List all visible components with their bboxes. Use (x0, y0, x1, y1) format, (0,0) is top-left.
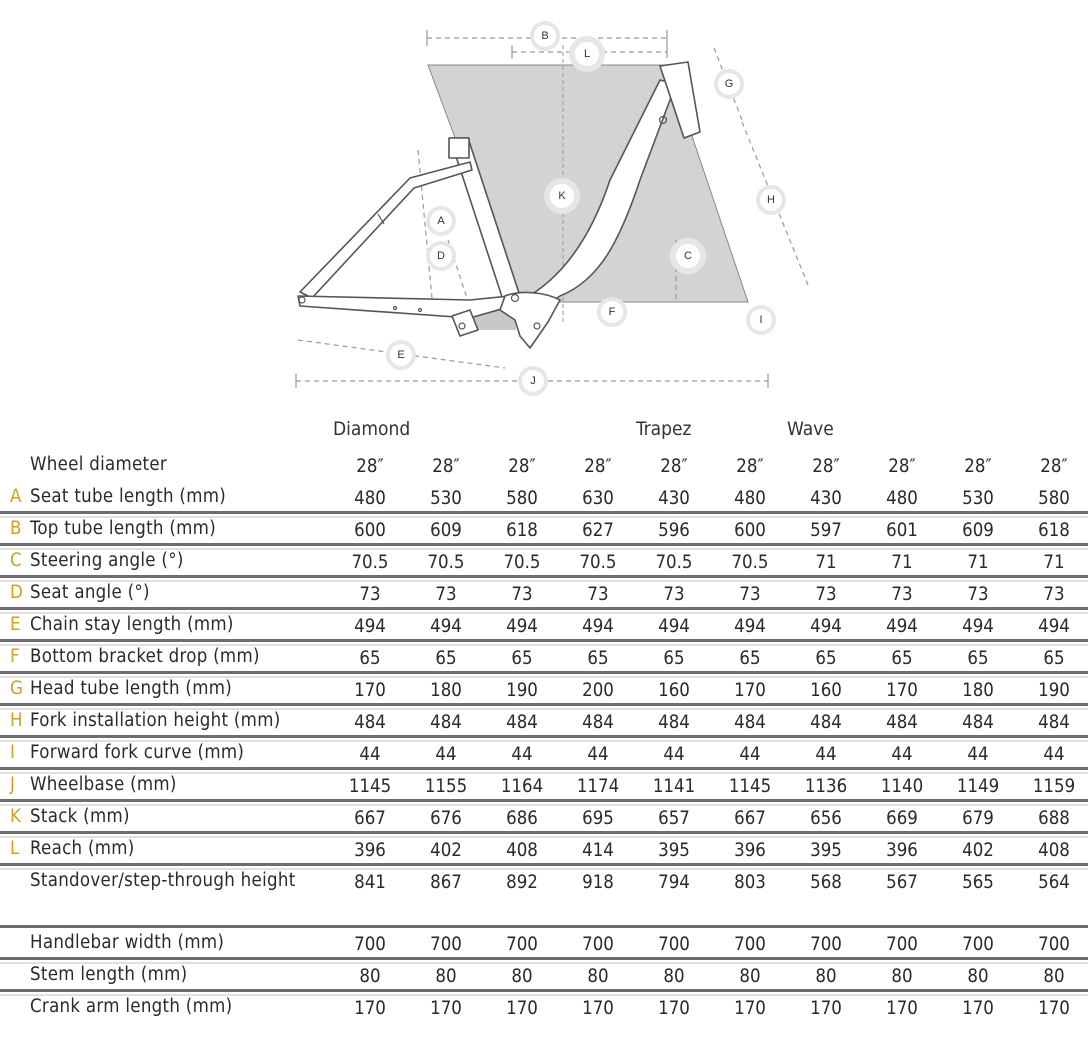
table-cell: 686 (506, 808, 538, 829)
badge-l (572, 39, 602, 69)
table-cell: 700 (886, 934, 918, 955)
row-letter: L (10, 838, 20, 859)
row-label: Reach (mm) (30, 838, 135, 859)
table-row (0, 674, 1088, 706)
table-cell: 600 (354, 520, 386, 541)
row-label: Chain stay length (mm) (30, 614, 234, 635)
table-cell: 430 (658, 488, 690, 509)
table-cell: 65 (891, 648, 913, 669)
table-cell: 667 (734, 808, 766, 829)
row-label: Wheel diameter (30, 454, 168, 475)
table-cell: 1149 (956, 776, 1000, 797)
table-cell: 484 (734, 712, 766, 733)
table-cell: 1145 (728, 776, 772, 797)
table-cell: 1164 (500, 776, 544, 797)
table-cell: 700 (1038, 934, 1070, 955)
table-cell: 700 (658, 934, 690, 955)
table-cell: 28″ (508, 456, 536, 477)
group-header-trapez: Trapez (636, 418, 692, 440)
table-cell: 80 (967, 966, 989, 987)
table-cell: 1140 (880, 776, 924, 797)
table-cell: 80 (815, 966, 837, 987)
svg-text:J: J (530, 375, 536, 387)
table-cell: 170 (430, 998, 462, 1019)
table-cell: 700 (430, 934, 462, 955)
table-cell: 65 (967, 648, 989, 669)
table-cell: 160 (658, 680, 690, 701)
row-divider (0, 925, 1088, 928)
table-cell: 190 (506, 680, 538, 701)
table-cell: 627 (582, 520, 614, 541)
table-cell: 170 (734, 680, 766, 701)
table-cell: 28″ (356, 456, 384, 477)
table-cell: 676 (430, 808, 462, 829)
table-cell: 530 (962, 488, 994, 509)
table-row (0, 738, 1088, 770)
table-cell: 71 (967, 552, 989, 573)
table-cell: 484 (354, 712, 386, 733)
table-cell: 484 (962, 712, 994, 733)
table-cell: 395 (810, 840, 842, 861)
table-row (0, 450, 1088, 482)
table-cell: 596 (658, 520, 690, 541)
table-row (0, 706, 1088, 738)
table-cell: 73 (511, 584, 533, 605)
table-cell: 480 (886, 488, 918, 509)
row-letter: B (10, 518, 22, 539)
svg-text:D: D (437, 250, 445, 262)
table-cell: 700 (810, 934, 842, 955)
table-cell: 80 (511, 966, 533, 987)
svg-text:I: I (759, 314, 763, 326)
table-cell: 65 (359, 648, 381, 669)
table-cell: 700 (506, 934, 538, 955)
table-cell: 564 (1038, 872, 1070, 893)
row-label: Fork installation height (mm) (30, 710, 281, 731)
group-header-wave: Wave (787, 418, 834, 440)
table-row (0, 482, 1088, 514)
table-cell: 80 (739, 966, 761, 987)
table-row (0, 514, 1088, 546)
table-cell: 190 (1038, 680, 1070, 701)
table-cell: 1159 (1032, 776, 1076, 797)
table-row (0, 610, 1088, 642)
table-cell: 402 (430, 840, 462, 861)
table-cell: 70.5 (655, 552, 693, 573)
svg-text:A: A (437, 215, 445, 227)
table-cell: 80 (891, 966, 913, 987)
table-cell: 80 (587, 966, 609, 987)
table-cell: 484 (506, 712, 538, 733)
table-cell: 170 (354, 680, 386, 701)
table-cell: 28″ (660, 456, 688, 477)
table-row (0, 866, 1088, 898)
table-cell: 480 (354, 488, 386, 509)
row-letter: H (10, 710, 23, 731)
table-cell: 80 (435, 966, 457, 987)
badge-k (547, 181, 577, 211)
table-cell: 28″ (888, 456, 916, 477)
section-divider (0, 898, 1088, 928)
row-label: Stack (mm) (30, 806, 130, 827)
table-cell: 700 (582, 934, 614, 955)
row-letter: D (10, 582, 23, 603)
table-cell: 70.5 (351, 552, 389, 573)
table-cell: 396 (354, 840, 386, 861)
table-cell: 71 (1043, 552, 1065, 573)
badge-e (388, 342, 414, 368)
table-cell: 630 (582, 488, 614, 509)
badge-h (758, 187, 784, 213)
svg-text:F: F (608, 306, 616, 318)
table-cell: 44 (739, 744, 761, 765)
table-cell: 80 (1043, 966, 1065, 987)
badge-f (599, 299, 625, 325)
table-cell: 170 (658, 998, 690, 1019)
table-cell: 803 (734, 872, 766, 893)
table-cell: 44 (359, 744, 381, 765)
table-cell: 618 (506, 520, 538, 541)
table-cell: 70.5 (579, 552, 617, 573)
row-letter: C (10, 550, 22, 571)
group-header-diamond: Diamond (333, 418, 411, 440)
table-cell: 73 (663, 584, 685, 605)
row-letter: E (10, 614, 21, 635)
table-cell: 73 (739, 584, 761, 605)
table-cell: 601 (886, 520, 918, 541)
table-cell: 657 (658, 808, 690, 829)
table-cell: 170 (506, 998, 538, 1019)
table-row (0, 642, 1088, 674)
table-cell: 73 (359, 584, 381, 605)
table-cell: 402 (962, 840, 994, 861)
table-cell: 1155 (424, 776, 468, 797)
table-cell: 700 (962, 934, 994, 955)
table-cell: 414 (582, 840, 614, 861)
table-cell: 65 (1043, 648, 1065, 669)
table-cell: 65 (587, 648, 609, 669)
table-cell: 1141 (652, 776, 696, 797)
table-cell: 170 (962, 998, 994, 1019)
table-cell: 688 (1038, 808, 1070, 829)
table-cell: 867 (430, 872, 462, 893)
table-cell: 65 (815, 648, 837, 669)
table-cell: 565 (962, 872, 994, 893)
table-cell: 65 (663, 648, 685, 669)
svg-text:K: K (558, 190, 566, 202)
table-cell: 484 (886, 712, 918, 733)
table-row (0, 834, 1088, 866)
row-label: Stem length (mm) (30, 964, 188, 985)
table-cell: 494 (582, 616, 614, 637)
table-cell: 73 (587, 584, 609, 605)
table-cell: 44 (815, 744, 837, 765)
table-cell: 494 (810, 616, 842, 637)
table-cell: 597 (810, 520, 842, 541)
row-label: Seat angle (°) (30, 582, 150, 603)
table-cell: 656 (810, 808, 842, 829)
table-cell: 28″ (964, 456, 992, 477)
table-cell: 494 (1038, 616, 1070, 637)
table-cell: 170 (886, 998, 918, 1019)
row-label: Head tube length (mm) (30, 678, 233, 699)
table-cell: 494 (658, 616, 690, 637)
svg-text:G: G (724, 78, 734, 90)
table-cell: 618 (1038, 520, 1070, 541)
row-label: Standover/step-through height (30, 870, 296, 891)
table-cell: 480 (734, 488, 766, 509)
table-cell: 73 (891, 584, 913, 605)
table-cell: 28″ (736, 456, 764, 477)
table-cell: 80 (359, 966, 381, 987)
table-cell: 484 (810, 712, 842, 733)
row-letter: A (10, 486, 22, 507)
table-cell: 484 (1038, 712, 1070, 733)
table-row (0, 960, 1088, 992)
table-cell: 28″ (1040, 456, 1068, 477)
table-cell: 73 (967, 584, 989, 605)
row-label: Steering angle (°) (30, 550, 184, 571)
table-cell: 841 (354, 872, 386, 893)
bike-geometry-diagram (0, 0, 1088, 410)
table-cell: 494 (506, 616, 538, 637)
table-cell: 700 (354, 934, 386, 955)
table-cell: 1145 (348, 776, 392, 797)
svg-text:L: L (583, 48, 591, 60)
badge-j (520, 368, 546, 394)
table-cell: 160 (810, 680, 842, 701)
table-cell: 494 (886, 616, 918, 637)
table-cell: 44 (967, 744, 989, 765)
table-cell: 44 (587, 744, 609, 765)
row-letter: J (10, 774, 15, 795)
badge-a (428, 208, 454, 234)
row-letter: G (10, 678, 23, 699)
table-cell: 200 (582, 680, 614, 701)
table-cell: 580 (506, 488, 538, 509)
table-cell: 695 (582, 808, 614, 829)
table-row (0, 928, 1088, 960)
row-label: Forward fork curve (mm) (30, 742, 245, 763)
table-cell: 73 (435, 584, 457, 605)
table-cell: 484 (658, 712, 690, 733)
table-cell: 396 (886, 840, 918, 861)
table-cell: 170 (1038, 998, 1070, 1019)
table-cell: 65 (435, 648, 457, 669)
table-cell: 530 (430, 488, 462, 509)
row-label: Bottom bracket drop (mm) (30, 646, 260, 667)
table-cell: 73 (1043, 584, 1065, 605)
row-letter: I (10, 742, 15, 763)
row-letter: K (10, 806, 21, 827)
table-cell: 580 (1038, 488, 1070, 509)
table-cell: 794 (658, 872, 690, 893)
table-cell: 65 (739, 648, 761, 669)
row-label: Crank arm length (mm) (30, 996, 233, 1017)
table-cell: 568 (810, 872, 842, 893)
row-letter: F (10, 646, 20, 667)
table-row (0, 578, 1088, 610)
svg-text:E: E (397, 349, 405, 361)
table-cell: 28″ (812, 456, 840, 477)
table-cell: 396 (734, 840, 766, 861)
row-label: Seat tube length (mm) (30, 486, 227, 507)
table-cell: 669 (886, 808, 918, 829)
table-cell: 609 (962, 520, 994, 541)
table-cell: 180 (430, 680, 462, 701)
table-cell: 28″ (584, 456, 612, 477)
table-cell: 609 (430, 520, 462, 541)
svg-text:B: B (541, 30, 549, 42)
table-cell: 44 (435, 744, 457, 765)
table-row (0, 546, 1088, 578)
table-cell: 679 (962, 808, 994, 829)
table-row (0, 992, 1088, 1024)
badge-c (673, 241, 703, 271)
badge-i (748, 307, 774, 333)
table-cell: 170 (810, 998, 842, 1019)
table-cell: 667 (354, 808, 386, 829)
table-cell: 408 (1038, 840, 1070, 861)
table-cell: 170 (582, 998, 614, 1019)
table-cell: 484 (430, 712, 462, 733)
table-cell: 71 (815, 552, 837, 573)
row-label: Handlebar width (mm) (30, 932, 225, 953)
table-cell: 70.5 (427, 552, 465, 573)
table-cell: 44 (663, 744, 685, 765)
table-cell: 430 (810, 488, 842, 509)
table-cell: 395 (658, 840, 690, 861)
table-cell: 80 (663, 966, 685, 987)
table-cell: 600 (734, 520, 766, 541)
table-cell: 408 (506, 840, 538, 861)
table-cell: 700 (734, 934, 766, 955)
svg-text:H: H (767, 194, 775, 206)
table-cell: 918 (582, 872, 614, 893)
row-label: Top tube length (mm) (30, 518, 216, 539)
table-cell: 44 (1043, 744, 1065, 765)
table-cell: 484 (582, 712, 614, 733)
svg-text:C: C (684, 250, 692, 262)
table-cell: 71 (891, 552, 913, 573)
badge-d (428, 243, 454, 269)
table-cell: 567 (886, 872, 918, 893)
table-cell: 494 (430, 616, 462, 637)
table-cell: 170 (734, 998, 766, 1019)
table-cell: 170 (886, 680, 918, 701)
table-cell: 70.5 (731, 552, 769, 573)
table-cell: 494 (734, 616, 766, 637)
badge-g (716, 71, 742, 97)
table-cell: 44 (891, 744, 913, 765)
table-cell: 494 (354, 616, 386, 637)
table-cell: 892 (506, 872, 538, 893)
table-cell: 65 (511, 648, 533, 669)
table-cell: 1136 (804, 776, 848, 797)
table-row (0, 802, 1088, 834)
table-cell: 73 (815, 584, 837, 605)
table-cell: 180 (962, 680, 994, 701)
row-label: Wheelbase (mm) (30, 774, 177, 795)
table-cell: 1174 (576, 776, 620, 797)
table-cell: 170 (354, 998, 386, 1019)
table-cell: 70.5 (503, 552, 541, 573)
table-row (0, 770, 1088, 802)
table-cell: 28″ (432, 456, 460, 477)
badge-b (532, 23, 558, 49)
table-cell: 44 (511, 744, 533, 765)
table-cell: 494 (962, 616, 994, 637)
